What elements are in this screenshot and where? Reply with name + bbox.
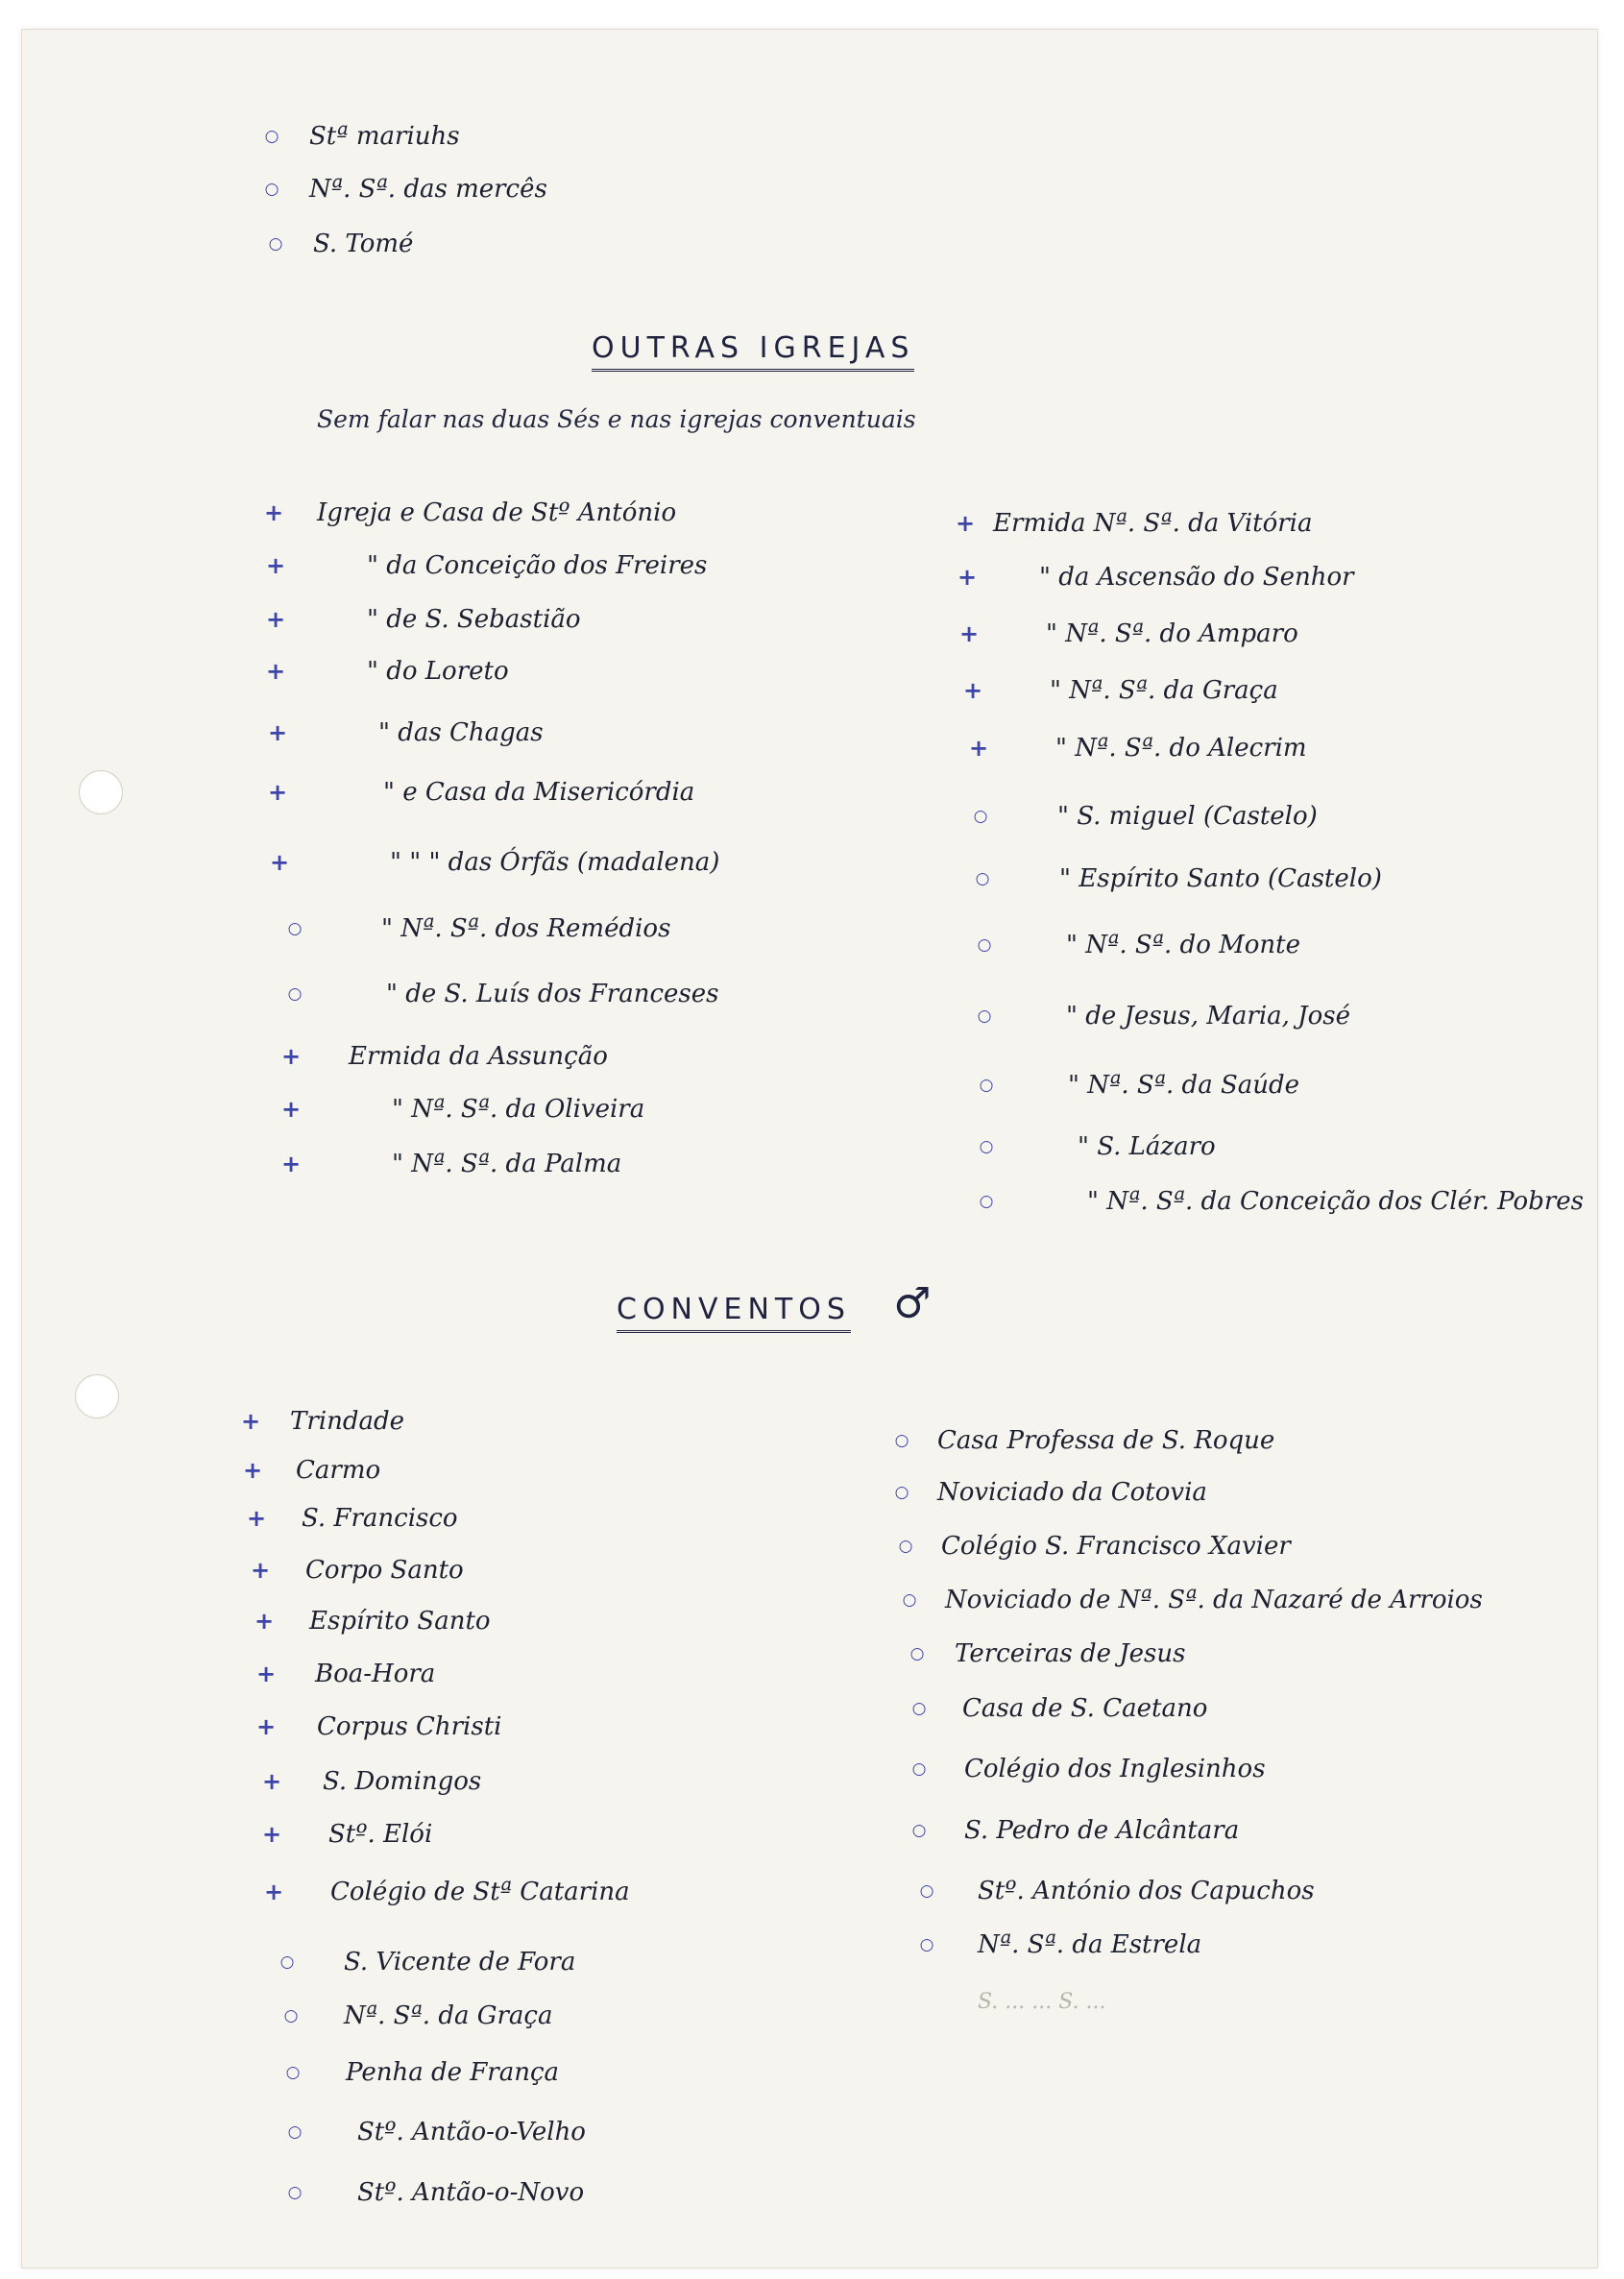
plus-marker-icon: +: [267, 719, 288, 746]
item-text: Stº. Elói: [328, 1820, 433, 1849]
circle-marker-icon: ○: [898, 1537, 913, 1556]
plus-marker-icon: +: [255, 1661, 277, 1687]
list-item: [912, 1870, 1315, 1912]
plus-marker-icon: +: [261, 1821, 282, 1848]
list-item: [261, 598, 581, 641]
plus-marker-icon: +: [246, 1505, 267, 1532]
list-item: [261, 545, 707, 587]
item-text: S. Francisco: [302, 1504, 458, 1533]
list-item: [252, 1653, 435, 1695]
item-text: " de Jesus, Maria, José: [1066, 1002, 1350, 1030]
item-text: " das Chagas: [378, 718, 544, 747]
item-text: " " " das Órfãs (madalena): [390, 848, 720, 877]
faint-list-item: [960, 1980, 1105, 2023]
item-text: " Nª. Sª. da Conceição dos Clér. Pobres: [1087, 1187, 1584, 1216]
circle-marker-icon: ○: [977, 1006, 992, 1026]
item-text: S. Pedro de Alcântara: [964, 1816, 1240, 1845]
plus-marker-icon: +: [265, 606, 286, 633]
item-text: " Nª. Sª. da Saúde: [1068, 1071, 1300, 1100]
plus-marker-icon: +: [240, 1408, 261, 1435]
list-item: [970, 924, 1300, 966]
list-item: [261, 650, 509, 692]
list-item: [257, 168, 547, 210]
plus-marker-icon: +: [263, 499, 284, 526]
item-text: Stº. António dos Capuchos: [978, 1877, 1315, 1905]
plus-marker-icon: +: [263, 1879, 284, 1905]
circle-marker-icon: ○: [902, 1590, 917, 1610]
circle-marker-icon: ○: [287, 919, 303, 938]
circle-marker-icon: ○: [283, 2006, 299, 2025]
list-item: [261, 223, 413, 265]
item-text: Igreja e Casa de Stº António: [317, 498, 677, 527]
list-item: [280, 973, 719, 1015]
list-item: [972, 1126, 1216, 1168]
plus-marker-icon: +: [261, 1768, 282, 1795]
item-text: Colégio S. Francisco Xavier: [941, 1532, 1291, 1561]
list-item: [891, 1525, 1291, 1567]
list-item: [905, 1809, 1239, 1852]
plus-marker-icon: +: [280, 1043, 302, 1070]
item-text: S. Tomé: [313, 230, 414, 258]
list-item: [238, 1449, 380, 1491]
item-text: " Espírito Santo (Castelo): [1059, 864, 1382, 893]
punch-hole-upper: [79, 770, 123, 814]
plus-marker-icon: +: [250, 1557, 271, 1584]
list-item: [257, 1813, 432, 1855]
list-item: [277, 1035, 608, 1078]
plus-marker-icon: +: [265, 552, 286, 579]
circle-marker-icon: ○: [285, 2063, 301, 2082]
plus-marker-icon: +: [958, 620, 980, 647]
list-item: [966, 795, 1318, 837]
circle-marker-icon: ○: [979, 1076, 994, 1095]
circle-marker-icon: ○: [264, 127, 279, 146]
list-item: [887, 1471, 1207, 1514]
item-text: Espírito Santo: [309, 1607, 491, 1636]
plus-marker-icon: +: [242, 1457, 263, 1484]
circle-marker-icon: ○: [919, 1881, 934, 1901]
list-item: [277, 1088, 644, 1130]
item-text: Stº. Antão-o-Novo: [357, 2178, 585, 2207]
list-item: [951, 502, 1313, 545]
circle-marker-icon: ○: [279, 1952, 295, 1972]
circle-marker-icon: ○: [909, 1644, 925, 1663]
list-item: [953, 556, 1354, 598]
list-item: [279, 2051, 559, 2094]
plus-marker-icon: +: [957, 564, 978, 591]
circle-marker-icon: ○: [894, 1483, 909, 1502]
item-text: S. Vicente de Fora: [344, 1948, 576, 1976]
list-item: [250, 1600, 491, 1642]
item-text: " Nª. Sª. do Amparo: [1046, 619, 1298, 648]
circle-marker-icon: ○: [264, 180, 279, 199]
plus-marker-icon: +: [255, 1713, 277, 1740]
circle-marker-icon: ○: [287, 984, 303, 1004]
list-item: [912, 1924, 1201, 1966]
item-text: Ermida Nª. Sª. da Vitória: [993, 509, 1313, 538]
circle-marker-icon: ○: [975, 869, 990, 888]
list-item: [252, 1706, 501, 1748]
list-item: [895, 1579, 1483, 1621]
item-text: " Nª. Sª. da Oliveira: [392, 1095, 645, 1124]
list-item: [259, 1871, 630, 1913]
list-item: [263, 712, 544, 754]
item-text: S. ... ... S. ...: [978, 1989, 1106, 2014]
circle-marker-icon: ○: [973, 807, 988, 826]
item-text: " S. Lázaro: [1078, 1132, 1216, 1161]
item-text: " da Ascensão do Senhor: [1039, 563, 1354, 592]
item-text: " do Loreto: [367, 657, 509, 686]
list-item: [280, 908, 670, 950]
list-item: [905, 1748, 1266, 1790]
list-item: [955, 613, 1298, 655]
item-text: " Nª. Sª. do Alecrim: [1055, 734, 1307, 763]
item-text: Trindade: [290, 1407, 405, 1436]
plus-marker-icon: +: [968, 735, 989, 762]
circle-marker-icon: ○: [287, 2122, 303, 2142]
item-text: " Nª. Sª. da Graça: [1050, 676, 1278, 705]
list-item: [280, 2171, 584, 2214]
circle-marker-icon: ○: [919, 1935, 934, 1954]
list-item: [265, 841, 719, 884]
list-item: [277, 1143, 621, 1185]
item-text: Corpus Christi: [317, 1712, 502, 1741]
circle-marker-icon: ○: [268, 234, 283, 254]
list-item: [972, 1180, 1584, 1223]
item-text: Penha de França: [346, 2058, 560, 2087]
item-text: " de S. Sebastião: [367, 605, 581, 634]
male-symbol-icon: ♂: [893, 1279, 932, 1328]
item-text: Colégio dos Inglesinhos: [964, 1755, 1266, 1783]
item-text: " Nª. Sª. do Monte: [1066, 931, 1300, 959]
item-text: " da Conceição dos Freires: [367, 551, 708, 580]
plus-marker-icon: +: [254, 1608, 275, 1635]
section-title-outras-igrejas: OUTRAS IGREJAS: [592, 331, 914, 372]
item-text: Casa de S. Caetano: [962, 1694, 1208, 1723]
list-item: [905, 1687, 1207, 1730]
item-text: Nª. Sª. da Graça: [344, 2001, 553, 2030]
section-title-conventos: CONVENTOS: [617, 1293, 851, 1333]
item-text: Noviciado de Nª. Sª. da Nazaré de Arroios: [945, 1586, 1483, 1614]
list-item: [277, 1995, 553, 2037]
item-text: Nª. Sª. das mercês: [309, 175, 547, 204]
list-item: [263, 771, 694, 813]
list-item: [273, 1941, 575, 1983]
plus-marker-icon: +: [265, 658, 286, 685]
item-text: Terceiras de Jesus: [955, 1639, 1186, 1668]
list-item: [958, 669, 1278, 712]
circle-marker-icon: ○: [911, 1821, 927, 1840]
item-text: " S. miguel (Castelo): [1057, 802, 1318, 831]
item-text: " de S. Luís dos Franceses: [386, 980, 719, 1008]
list-item: [246, 1549, 464, 1591]
list-item: [887, 1419, 1274, 1462]
list-item: [968, 858, 1382, 900]
section-subtitle: Sem falar nas duas Sés e nas igrejas conventuais: [317, 405, 916, 433]
item-text: " Nª. Sª. da Palma: [392, 1150, 622, 1178]
plus-marker-icon: +: [267, 779, 288, 806]
list-item: [257, 1760, 481, 1803]
list-item: [257, 115, 460, 158]
circle-marker-icon: ○: [894, 1431, 909, 1450]
punch-hole-lower: [75, 1374, 119, 1418]
list-item: [964, 727, 1307, 769]
item-text: Stº. Antão-o-Velho: [357, 2118, 586, 2146]
item-text: Noviciado da Cotovia: [937, 1478, 1207, 1507]
item-text: " e Casa da Misericórdia: [383, 778, 695, 807]
item-text: S. Domingos: [323, 1767, 482, 1796]
list-item: [259, 492, 676, 534]
list-item: [972, 1064, 1299, 1106]
circle-marker-icon: ○: [979, 1192, 994, 1211]
item-text: Casa Professa de S. Roque: [937, 1426, 1275, 1455]
circle-marker-icon: ○: [977, 935, 992, 955]
plus-marker-icon: +: [269, 849, 290, 876]
list-item: [280, 2111, 586, 2153]
item-text: Boa-Hora: [315, 1660, 436, 1688]
list-item: [236, 1400, 404, 1443]
item-text: Carmo: [296, 1456, 381, 1485]
plus-marker-icon: +: [280, 1096, 302, 1123]
plus-marker-icon: +: [962, 677, 983, 704]
circle-marker-icon: ○: [911, 1759, 927, 1779]
item-text: Ermida da Assunção: [349, 1042, 608, 1071]
item-text: Nª. Sª. da Estrela: [978, 1930, 1202, 1959]
item-text: Stª mariuhs: [309, 122, 460, 151]
plus-marker-icon: +: [955, 510, 976, 537]
item-text: Colégio de Stª Catarina: [330, 1878, 630, 1906]
item-text: Corpo Santo: [305, 1556, 464, 1585]
item-text: " Nª. Sª. dos Remédios: [381, 914, 671, 943]
circle-marker-icon: ○: [979, 1137, 994, 1156]
circle-marker-icon: ○: [287, 2183, 303, 2202]
list-item: [970, 995, 1350, 1037]
list-item: [242, 1497, 458, 1540]
list-item: [903, 1633, 1185, 1675]
plus-marker-icon: +: [280, 1151, 302, 1177]
circle-marker-icon: ○: [911, 1699, 927, 1718]
